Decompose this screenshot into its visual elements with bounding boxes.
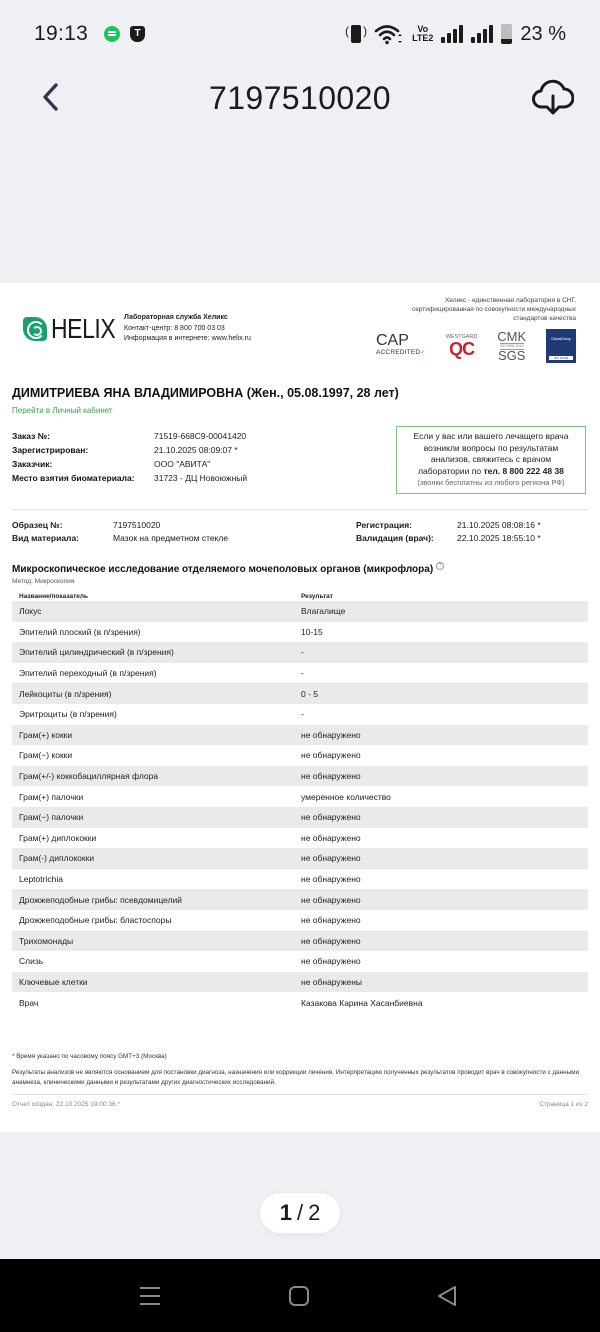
order-row: Зарегистрирован: 21.10.2025 08:09:07 *	[12, 445, 238, 455]
validation-date: 22.10.2025 18:55:10 *	[457, 532, 541, 543]
table-row	[12, 766, 588, 787]
parameter-name: Грам(+/-) коккобациллярная флора	[12, 766, 294, 787]
parameter-name: Лейкоциты (в п/зрения)	[12, 683, 294, 704]
home-icon	[288, 1285, 310, 1307]
patient-name: ДИМИТРИЕВА ЯНА ВЛАДИМИРОВНА (Жен., 05.08.1997, 28 лет)	[12, 386, 399, 400]
report-created: Отчет создан: 22.10.2025 19:00:36 *	[12, 1100, 120, 1108]
parameter-result: Влагалище	[294, 601, 588, 622]
doctor-contact-box: Если у вас или вашего лечащего врача возникли вопросы по результатам анализов, свяжитесь с врачом лаборатории по тел. 8 800 222 48 38 (звонки бесплатны из любого региона РФ)	[396, 426, 586, 494]
cmk-sgs-logo: CMK ISO 9001:2015 SGS	[497, 328, 527, 363]
back-triangle-icon	[436, 1285, 458, 1307]
table-row	[12, 622, 588, 643]
table-row	[12, 931, 588, 952]
parameter-result: не обнаружено	[294, 931, 588, 952]
current-page: 1	[279, 1200, 292, 1225]
table-row	[12, 786, 588, 807]
parameter-result: не обнаружено	[294, 807, 588, 828]
certification-logos	[366, 329, 576, 363]
table-row	[12, 951, 588, 972]
parameter-name: Врач	[19, 997, 39, 1008]
timezone-footnote: * Время указано по часовому поясу GMT+3 (Москва)	[12, 1052, 167, 1060]
parameter-result: 0 - 5	[294, 683, 588, 704]
help-icon[interactable]: ?	[436, 562, 444, 570]
personal-cabinet-link[interactable]: Перейти в Личный кабинет	[12, 406, 113, 415]
t-shield-icon: T	[130, 26, 145, 42]
parameter-name: Грам(+) кокки	[12, 725, 294, 746]
study-title: Микроскопическое исследование отделяемого мочеполовых органов (микрофлора) ?	[12, 562, 588, 575]
parameter-result: не обнаружено	[301, 874, 361, 885]
parameter-name: Грам(+) палочки	[19, 791, 84, 802]
parameter-result: 10-15	[301, 626, 323, 637]
recents-button[interactable]	[135, 1281, 165, 1311]
battery-percent: 23 %	[520, 22, 566, 45]
signal-sim2-icon	[471, 25, 493, 43]
parameter-name: Грам(-) диплококки	[12, 848, 294, 869]
parameter-name: Трихомонады	[12, 931, 294, 952]
vibrate-icon	[351, 25, 361, 43]
recents-icon	[139, 1285, 161, 1307]
signal-sim1-icon	[441, 25, 463, 43]
parameter-result: Казакова Карина Хасанбиевна	[301, 997, 423, 1008]
wifi-icon	[374, 23, 404, 45]
parameter-name: Слизь	[19, 956, 44, 967]
parameter-name: Дрожжеподобные грибы: псевдомицелий	[12, 889, 294, 910]
parameter-result: не обнаружено	[294, 725, 588, 746]
parameter-result: не обнаружено	[294, 848, 588, 869]
parameter-name: Эпителий переходный (в п/зрения)	[19, 668, 157, 679]
parameter-result: -	[301, 709, 304, 720]
document-header	[12, 283, 588, 375]
back-button[interactable]	[36, 80, 66, 114]
notification-icons	[104, 26, 145, 42]
cloud-download-icon	[532, 77, 574, 117]
system-nav-bar	[0, 1259, 600, 1332]
patient-section	[12, 375, 588, 418]
table-row	[12, 889, 588, 910]
chevron-left-icon	[41, 82, 61, 112]
parameter-name: Грам(−) кокки	[19, 750, 73, 761]
parameter-result: не обнаружено	[301, 750, 361, 761]
table-row	[12, 869, 588, 890]
parameter-result: не обнаружены	[294, 972, 588, 993]
parameter-name: Локус	[12, 601, 294, 622]
parameter-name: Грам(+) диплококки	[19, 832, 97, 843]
battery-icon	[501, 24, 512, 44]
table-row	[12, 910, 588, 931]
parameter-name: Эритроциты (в п/зрения)	[19, 709, 117, 720]
parameter-result: умеренное количество	[301, 791, 391, 802]
home-button[interactable]	[284, 1281, 314, 1311]
parameter-name: Эпителий цилиндрический (в п/зрения)	[12, 642, 294, 663]
status-bar	[0, 0, 600, 68]
iso-certificate-logo: GlobalGroup ISO 15189	[546, 329, 576, 363]
parameter-result: не обнаружено	[294, 766, 588, 787]
results-table	[12, 591, 588, 1013]
document-page[interactable]	[0, 283, 600, 1132]
messenger-icon	[104, 26, 120, 42]
table-row	[12, 992, 588, 1013]
table-row	[12, 828, 588, 849]
material-type: Мазок на предметном стекле	[113, 532, 229, 543]
column-header-result: Результат	[301, 592, 333, 600]
table-row	[12, 663, 588, 684]
parameter-result: не обнаружено	[301, 832, 361, 843]
document-footer	[12, 1095, 588, 1108]
parameter-result: не обнаружено	[294, 889, 588, 910]
table-row	[12, 745, 588, 766]
parameter-name: Грам(−) палочки	[12, 807, 294, 828]
parameter-name: Ключевые клетки	[12, 972, 294, 993]
table-row	[12, 601, 588, 622]
certification-text: Хеликс - единственная лаборатория в СНГ, сертифицированная по совокупности международных стандартов качества	[411, 297, 576, 322]
helix-logo-text: HELIX	[51, 313, 116, 344]
parameter-result: не обнаружено	[301, 915, 361, 926]
sample-number: 7197510020	[113, 520, 161, 530]
total-pages: 2	[308, 1200, 321, 1225]
certification-block	[366, 296, 576, 363]
helix-logo	[23, 313, 129, 345]
registration-date: 21.10.2025 08:08:16 *	[457, 520, 541, 530]
lab-info: Лабораторная служба Хеликс Контакт-центр: 8 800 700 03 03 Информация в интернете: www.helix.ru	[124, 314, 251, 342]
disclaimer: Результаты анализов не являются основанием для постановки диагноза, назначения или коррекции лечения. Интерпретацию полученных результатов проводит врач в совокупности с данными анамнеза, клиническими данными и результатами других диагностических исследований.	[12, 1068, 580, 1086]
order-row: Заказчик: ООО "АВИТА"	[12, 459, 211, 469]
study-method: Метод: Микроскопия	[12, 578, 75, 585]
page-indicator: 1 / 2	[260, 1193, 340, 1233]
order-info	[12, 429, 588, 509]
lab-phone[interactable]: тел. 8 800 222 48 38	[483, 465, 564, 476]
table-row	[12, 807, 588, 828]
status-time: 19:13	[34, 22, 89, 45]
order-row: Заказ №: 71519-668C9-00041420	[12, 431, 247, 441]
cap-accredited-logo: CAP ACCREDITED✓ .........................................	[376, 331, 426, 360]
volte-indicator: Vo LTE2	[412, 24, 434, 43]
table-row	[12, 642, 588, 663]
table-row	[12, 848, 588, 869]
table-row	[12, 704, 588, 725]
westgard-qc-logo: WESTGARD QC	[445, 334, 478, 359]
parameter-result: -	[301, 668, 304, 679]
parameter-result: не обнаружено	[301, 956, 361, 967]
helix-logo-mark-icon	[23, 317, 47, 341]
parameter-name: Эпителий плоский (в п/зрения)	[19, 626, 141, 637]
page-of: Страница 1 из 2	[539, 1100, 588, 1108]
parameter-result: -	[294, 642, 588, 663]
system-back-button[interactable]	[432, 1281, 462, 1311]
parameter-name: Дрожжеподобные грибы: бластоспоры	[19, 915, 172, 926]
status-indicators	[346, 23, 566, 46]
table-row	[12, 683, 588, 704]
order-row: Место взятия биоматериала: 31723 - ДЦ Новоюжный	[12, 473, 248, 483]
parameter-name: Leptotrichia	[19, 874, 63, 885]
download-button[interactable]	[530, 76, 576, 118]
column-header-name: Название/показатель	[19, 592, 89, 600]
table-row	[12, 972, 588, 993]
app-bar	[0, 68, 600, 128]
page-title: 7197510020	[209, 79, 391, 116]
sample-info: Образец №: 7197510020 Вид материала: Мазок на предметном стекле Регистрация: 21.10.2025 08:08:16 * Валидация (врач): 22.10.2025 18:55:10 *	[12, 520, 541, 543]
table-row	[12, 725, 588, 746]
